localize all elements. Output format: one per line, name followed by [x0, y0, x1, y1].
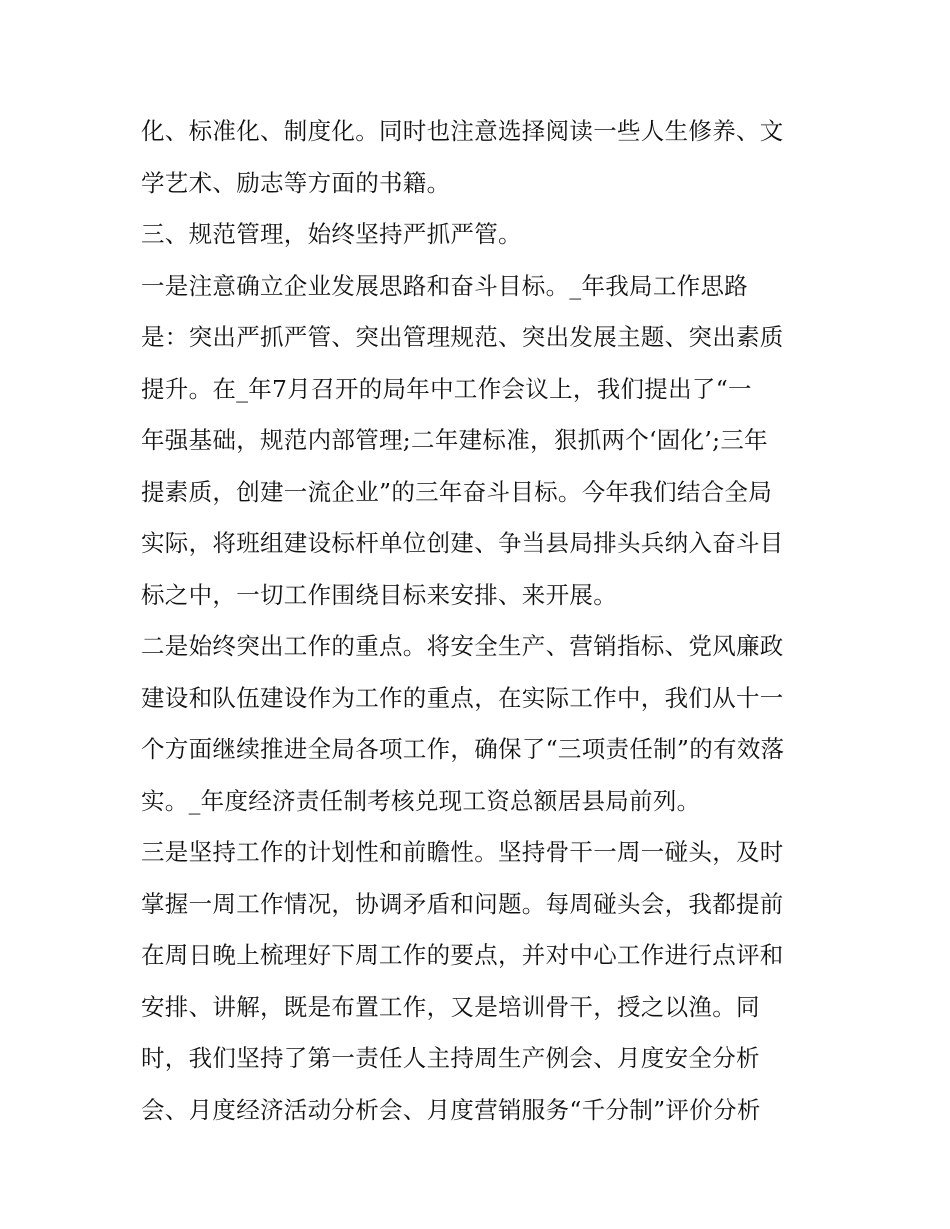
- section-heading: 三、规范管理，始终坚持严抓严管。: [141, 220, 522, 248]
- text-line: 二是始终突出工作的重点。将安全生产、营销指标、党风廉政: [141, 632, 784, 660]
- text-line: 时，我们坚持了第一责任人主持周生产例会、月度安全分析: [141, 1044, 760, 1072]
- text-line: 学艺术、励志等方面的书籍。: [141, 168, 451, 197]
- text-line: 标之中，一切工作围绕目标来安排、来开展。: [141, 580, 617, 609]
- text-line: 年强基础，规范内部管理;二年建标准，狠抓两个‘固化’;三年: [141, 426, 768, 454]
- text-line: 是：突出严抓严管、突出管理规范、突出发展主题、突出素质: [141, 323, 784, 351]
- text-line: 在周日晚上梳理好下周工作的要点，并对中心工作进行点评和: [141, 941, 784, 969]
- text-line: 化、标准化、制度化。同时也注意选择阅读一些人生修养、文: [141, 117, 784, 145]
- text-line: 个方面继续推进全局各项工作，确保了“三项责任制”的有效落: [141, 735, 785, 763]
- text-line: 三是坚持工作的计划性和前瞻性。坚持骨干一周一碰头，及时: [141, 838, 784, 866]
- text-line: 安排、讲解，既是布置工作，又是培训骨干，授之以渔。同: [141, 992, 760, 1021]
- text-line: 实际，将班组建设标杆单位创建、争当县局排头兵纳入奋斗目: [141, 529, 784, 557]
- text-line: 提升。在_年7月召开的局年中工作会议上，我们提出了“一: [141, 374, 752, 403]
- document-body: [141, 106, 813, 1136]
- text-line: 实。_年度经济责任制考核兑现工资总额居县局前列。: [141, 786, 701, 815]
- text-line: 提素质，创建一流企业”的三年奋斗目标。今年我们结合全局: [141, 477, 773, 506]
- text-line: 会、月度经济活动分析会、月度营销服务“千分制”评价分析: [141, 1095, 761, 1124]
- text-line: 掌握一周工作情况，协调矛盾和问题。每周碰头会，我都提前: [141, 889, 784, 918]
- text-line: 建设和队伍建设作为工作的重点，在实际工作中，我们从十一: [141, 683, 784, 712]
- text-line: 一是注意确立企业发展思路和奋斗目标。_年我局工作思路: [141, 271, 749, 300]
